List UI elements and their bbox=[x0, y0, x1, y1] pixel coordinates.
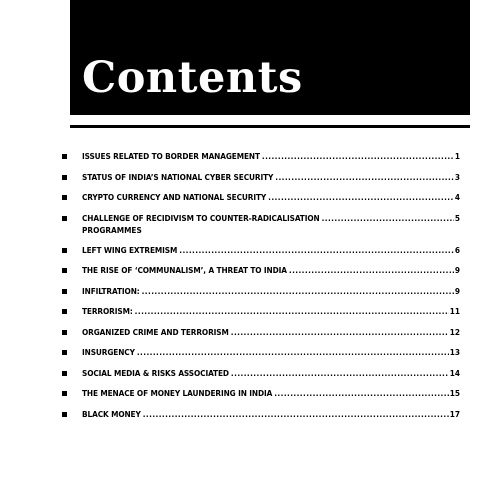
dot-leader bbox=[275, 171, 454, 183]
toc-entry-title: TERRORISM: bbox=[82, 306, 133, 316]
square-bullet-icon bbox=[62, 195, 67, 200]
toc-page-number: 5 bbox=[454, 212, 460, 223]
square-bullet-icon bbox=[62, 412, 67, 417]
toc-entry[interactable] bbox=[60, 408, 460, 420]
toc-page-number: 15 bbox=[449, 388, 460, 398]
square-bullet-icon bbox=[62, 289, 67, 294]
toc-page-number: 3 bbox=[454, 171, 460, 182]
toc-entry[interactable] bbox=[60, 171, 460, 183]
toc-page-number: 1 bbox=[454, 151, 460, 161]
page-title: Contents bbox=[82, 53, 303, 103]
toc-page-number: 17 bbox=[449, 408, 460, 419]
toc-page-number: 13 bbox=[449, 347, 460, 357]
toc-entry-title: THE RISE OF ‘COMMUNALISM’, A THREAT TO INDIA bbox=[82, 265, 287, 275]
toc-entry[interactable] bbox=[60, 346, 460, 358]
dot-leader bbox=[274, 387, 449, 399]
toc-entry[interactable] bbox=[60, 387, 460, 399]
toc-entry[interactable] bbox=[60, 212, 460, 236]
toc-page-number: 9 bbox=[454, 285, 460, 296]
toc-entry-title: INSURGENCY bbox=[82, 347, 135, 357]
toc-page-number: 12 bbox=[449, 326, 460, 337]
dot-leader bbox=[179, 244, 454, 256]
toc-page-number: 9 bbox=[454, 265, 460, 275]
dot-leader bbox=[289, 264, 454, 276]
toc-entry-title: ORGANIZED CRIME AND TERRORISM bbox=[82, 326, 229, 337]
table-of-contents bbox=[60, 150, 460, 428]
toc-entry-title: CRYPTO CURRENCY AND NATIONAL SECURITY bbox=[82, 192, 267, 202]
square-bullet-icon bbox=[62, 216, 67, 221]
dot-leader bbox=[231, 326, 449, 338]
toc-entry-title: THE MENACE OF MONEY LAUNDERING IN INDIA bbox=[82, 388, 273, 398]
toc-entry-title-continuation: PROGRAMMES bbox=[82, 224, 142, 235]
toc-entry[interactable] bbox=[60, 326, 460, 338]
toc-entry-title: ISSUES RELATED TO BORDER MANAGEMENT bbox=[82, 151, 260, 161]
header-divider bbox=[70, 125, 470, 128]
dot-leader bbox=[135, 305, 449, 317]
toc-entry[interactable] bbox=[60, 150, 460, 162]
toc-entry-title: LEFT WING EXTREMISM bbox=[82, 244, 178, 255]
dot-leader bbox=[268, 191, 454, 203]
square-bullet-icon bbox=[62, 248, 67, 253]
square-bullet-icon bbox=[62, 371, 67, 376]
toc-page-number: 14 bbox=[449, 367, 460, 378]
dot-leader bbox=[142, 285, 454, 297]
dot-leader bbox=[262, 150, 454, 162]
toc-page-number: 4 bbox=[454, 192, 460, 202]
toc-entry[interactable] bbox=[60, 285, 460, 297]
toc-entry-title: SOCIAL MEDIA & RISKS ASSOCIATED bbox=[82, 367, 229, 378]
square-bullet-icon bbox=[62, 268, 67, 273]
square-bullet-icon bbox=[62, 175, 67, 180]
square-bullet-icon bbox=[62, 154, 67, 159]
toc-entry[interactable] bbox=[60, 244, 460, 256]
square-bullet-icon bbox=[62, 330, 67, 335]
dot-leader bbox=[231, 367, 449, 379]
toc-entry-title: STATUS OF INDIA’S NATIONAL CYBER SECURITY bbox=[82, 171, 274, 182]
toc-entry[interactable] bbox=[60, 264, 460, 276]
toc-entry[interactable] bbox=[60, 367, 460, 379]
toc-entry-title: BLACK MONEY bbox=[82, 408, 141, 419]
toc-entry-title: INFILTRATION: bbox=[82, 285, 140, 296]
dot-leader bbox=[137, 346, 449, 358]
toc-entry-title: CHALLENGE OF RECIDIVISM TO COUNTER-RADICALISATION bbox=[82, 212, 320, 223]
square-bullet-icon bbox=[62, 350, 67, 355]
dot-leader bbox=[322, 212, 454, 224]
toc-entry[interactable] bbox=[60, 191, 460, 203]
square-bullet-icon bbox=[62, 309, 67, 314]
dot-leader bbox=[143, 408, 449, 420]
toc-page-number: 11 bbox=[449, 306, 460, 316]
toc-entry[interactable] bbox=[60, 305, 460, 317]
square-bullet-icon bbox=[62, 391, 67, 396]
toc-page-number: 6 bbox=[454, 244, 460, 255]
